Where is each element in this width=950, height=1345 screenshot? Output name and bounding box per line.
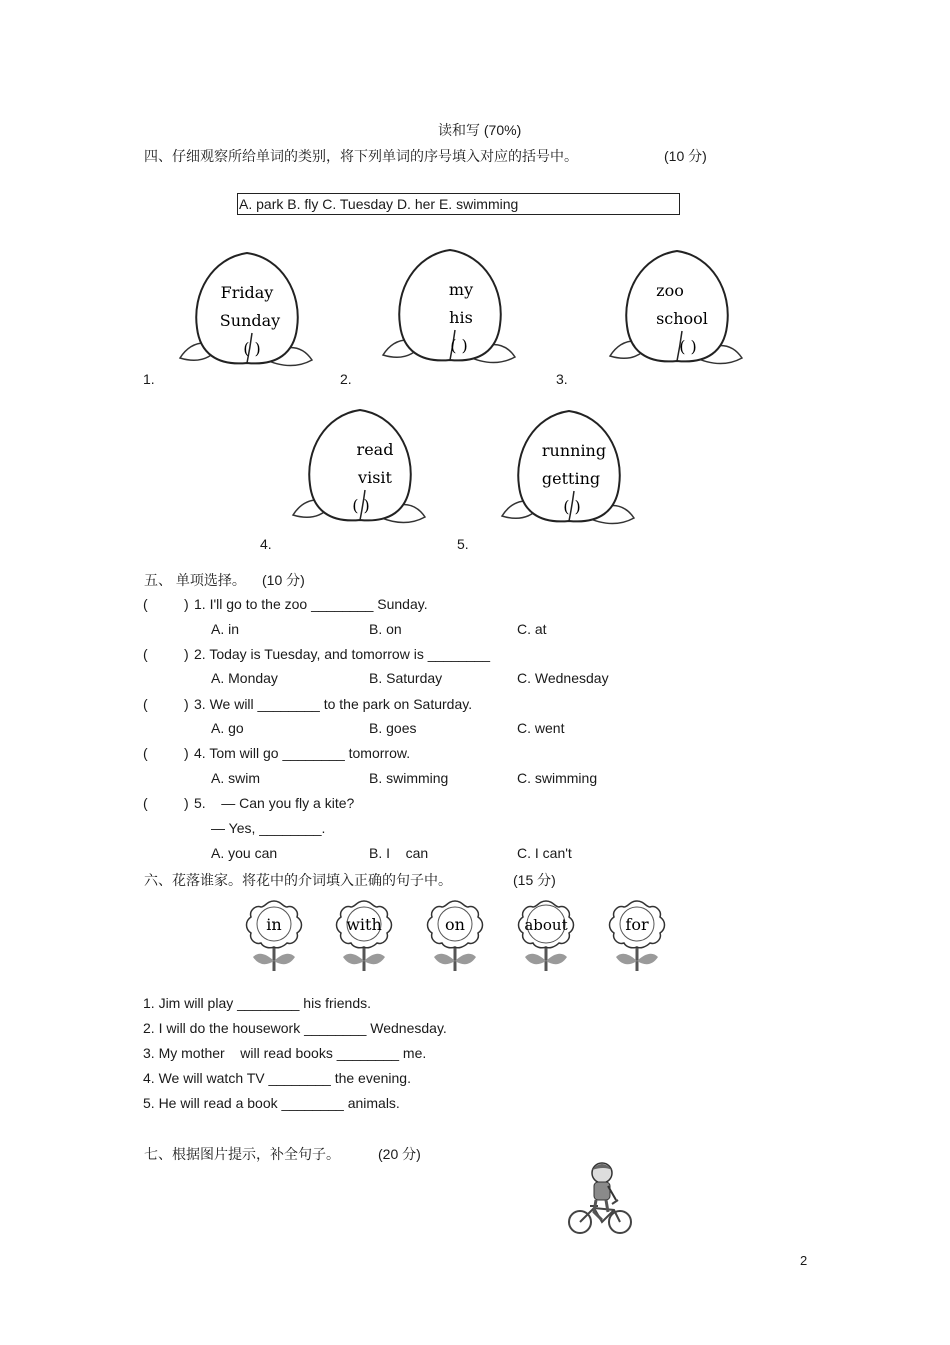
option-c: C. Wednesday <box>517 670 609 686</box>
peach-word: getting <box>541 469 601 488</box>
option-a: A. swim <box>211 770 260 786</box>
peach-number: 5. <box>457 536 469 552</box>
answer-paren-close: ) <box>184 596 189 612</box>
question-text: 1. I'll go to the zoo ________ Sunday. <box>194 596 428 612</box>
peach-number: 3. <box>556 371 568 387</box>
question-text: 4. Tom will go ________ tomorrow. <box>194 745 411 761</box>
answer-paren-open: ( <box>143 596 148 612</box>
option-c: C. swimming <box>517 770 598 786</box>
peach-bracket: ( ) <box>243 339 261 358</box>
flower-illustration <box>418 899 492 973</box>
question-text: 2. Today is Tuesday, and tomorrow is ________ <box>194 646 490 662</box>
flower-word: with <box>346 915 382 934</box>
peach-number: 2. <box>340 371 352 387</box>
flower-illustration <box>237 899 311 973</box>
answer-paren-close: ) <box>184 795 189 811</box>
fill-sentence: 1. Jim will play ________ his friends. <box>143 995 372 1011</box>
fill-sentence: 3. My mother will read books ________ me. <box>143 1045 427 1061</box>
boy-riding-bike-picture <box>564 1160 636 1236</box>
option-b: B. Saturday <box>369 670 443 686</box>
option-a: A. Monday <box>211 670 278 686</box>
section7-points: (20 分) <box>378 1146 421 1162</box>
page-number: 2 <box>800 1253 808 1268</box>
section-title: 读和写 (70%) <box>438 122 522 138</box>
answer-paren-open: ( <box>143 795 148 811</box>
peach-number: 1. <box>143 371 155 387</box>
option-b: B. on <box>369 621 402 637</box>
fill-sentence: 4. We will watch TV ________ the evening. <box>143 1070 411 1086</box>
flower-word: in <box>266 915 282 934</box>
peach-illustration <box>602 246 752 381</box>
answer-paren-open: ( <box>143 646 148 662</box>
peach-illustration <box>494 406 644 541</box>
question-response: — Yes, ________. <box>211 820 326 836</box>
question-text: 5. — Can you fly a kite? <box>194 795 355 811</box>
answer-paren-close: ) <box>184 646 189 662</box>
option-a: A. in <box>211 621 240 637</box>
peach-illustration <box>375 245 525 380</box>
peach-illustration <box>172 248 322 383</box>
peach-number: 4. <box>260 536 272 552</box>
peach-word: running <box>541 441 607 460</box>
section7-heading: 七、根据图片提示，补全句子。 <box>144 1146 340 1162</box>
peach-bracket: ( ) <box>352 496 370 515</box>
peach-word: visit <box>358 468 392 487</box>
option-a: A. go <box>211 720 244 736</box>
peach-word: zoo <box>656 281 684 300</box>
peach-word: Friday <box>220 283 274 302</box>
option-b: B. I can <box>369 845 429 861</box>
option-c: C. went <box>517 720 565 736</box>
section4-heading: 四、仔细观察所给单词的类别，将下列单词的序号填入对应的括号中。 <box>144 148 578 164</box>
section6-heading: 六、花落谁家。将花中的介词填入正确的句子中。 <box>144 872 452 888</box>
answer-paren-close: ) <box>184 696 189 712</box>
flower-illustration <box>600 899 674 973</box>
peach-bracket: ( ) <box>563 497 581 516</box>
answer-paren-close: ) <box>184 745 189 761</box>
flower-word: on <box>445 915 465 934</box>
option-a: A. you can <box>211 845 278 861</box>
peach-bracket: ( ) <box>679 337 697 356</box>
section6-points: (15 分) <box>513 872 556 888</box>
answer-paren-open: ( <box>143 745 148 761</box>
flower-illustration <box>509 899 583 973</box>
peach-word: my <box>448 280 474 299</box>
fill-sentence: 5. He will read a book ________ animals. <box>143 1095 400 1111</box>
peach-bracket: ( ) <box>450 336 468 355</box>
section5-points: (10 分) <box>262 572 305 588</box>
flower-word: for <box>625 915 649 934</box>
section4-points: (10 分) <box>664 148 707 164</box>
flower-illustration <box>327 899 401 973</box>
option-b: B. swimming <box>369 770 449 786</box>
answer-paren-open: ( <box>143 696 148 712</box>
question-text: 3. We will ________ to the park on Saturday. <box>194 696 473 712</box>
peach-illustration <box>285 405 435 540</box>
option-c: C. at <box>517 621 547 637</box>
peach-word: his <box>449 308 473 327</box>
peach-word: read <box>356 440 394 459</box>
peach-word: Sunday <box>219 311 281 330</box>
word-option-box: A. park B. fly C. Tuesday D. her E. swimming <box>237 193 680 215</box>
peach-word: school <box>656 309 708 328</box>
flower-word: about <box>524 916 568 934</box>
option-c: C. I can't <box>517 845 572 861</box>
fill-sentence: 2. I will do the housework ________ Wednesday. <box>143 1020 447 1036</box>
option-b: B. goes <box>369 720 417 736</box>
section5-heading: 五、 单项选择。 <box>144 572 246 588</box>
